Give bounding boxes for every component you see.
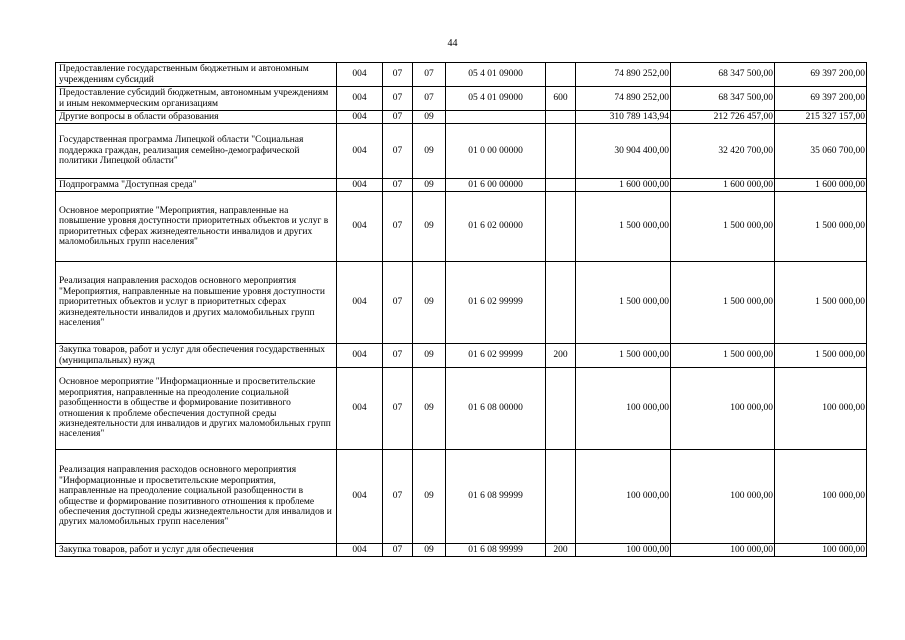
row-expense-type	[546, 124, 576, 179]
row-section: 07	[383, 124, 413, 179]
row-amount-year1: 1 600 000,00	[576, 179, 671, 192]
table-row	[56, 344, 867, 368]
row-amount-year3: 69 397 200,00	[775, 87, 867, 111]
row-amount-year3: 35 060 700,00	[775, 124, 867, 179]
row-amount-year3: 1 500 000,00	[775, 192, 867, 262]
row-amount-year3: 69 397 200,00	[775, 63, 867, 87]
table-row	[56, 544, 867, 557]
page-number: 44	[447, 38, 458, 49]
row-name: Основное мероприятие "Мероприятия, направленные на повышение уровня доступности приоритетных объектов и услуг в приоритетных сферах жизнедеятельности инвалидов и других маломобильных групп населения"	[56, 192, 337, 262]
row-ved: 004	[337, 450, 383, 544]
row-amount-year1: 74 890 252,00	[576, 87, 671, 111]
row-subsection: 09	[413, 344, 446, 368]
row-section: 07	[383, 544, 413, 557]
row-ved: 004	[337, 192, 383, 262]
row-subsection: 09	[413, 111, 446, 124]
row-name: Предоставление государственным бюджетным и автономным учреждениям субсидий	[56, 63, 337, 87]
row-amount-year3: 100 000,00	[775, 544, 867, 557]
row-amount-year2: 212 726 457,00	[671, 111, 775, 124]
table-row	[56, 368, 867, 450]
row-amount-year1: 100 000,00	[576, 368, 671, 450]
row-section: 07	[383, 450, 413, 544]
row-name: Другие вопросы в области образования	[56, 111, 337, 124]
row-amount-year2: 1 600 000,00	[671, 179, 775, 192]
row-section: 07	[383, 111, 413, 124]
row-name: Предоставление субсидий бюджетным, автономным учреждениям и иным некоммерческим организациям	[56, 87, 337, 111]
row-subsection: 09	[413, 179, 446, 192]
row-amount-year1: 100 000,00	[576, 450, 671, 544]
row-amount-year3: 1 600 000,00	[775, 179, 867, 192]
row-amount-year1: 30 904 400,00	[576, 124, 671, 179]
row-target-article: 01 0 00 00000	[446, 124, 546, 179]
row-name: Закупка товаров, работ и услуг для обеспечения государственных (муниципальных) нужд	[56, 344, 337, 368]
row-amount-year1: 100 000,00	[576, 544, 671, 557]
row-amount-year2: 32 420 700,00	[671, 124, 775, 179]
row-expense-type: 200	[546, 544, 576, 557]
row-section: 07	[383, 344, 413, 368]
row-amount-year2: 100 000,00	[671, 368, 775, 450]
row-expense-type: 600	[546, 87, 576, 111]
row-target-article: 01 6 02 99999	[446, 344, 546, 368]
row-expense-type	[546, 450, 576, 544]
row-ved: 004	[337, 544, 383, 557]
row-name: Закупка товаров, работ и услуг для обеспечения	[56, 544, 337, 557]
row-subsection: 07	[413, 87, 446, 111]
row-section: 07	[383, 262, 413, 344]
row-target-article: 05 4 01 09000	[446, 63, 546, 87]
row-expense-type	[546, 262, 576, 344]
row-amount-year1: 1 500 000,00	[576, 192, 671, 262]
row-expense-type	[546, 368, 576, 450]
row-amount-year1: 1 500 000,00	[576, 344, 671, 368]
row-expense-type	[546, 63, 576, 87]
row-name: Реализация направления расходов основного мероприятия "Информационные и просветительские мероприятия, направленные на преодоление социальной разобщенности в обществе и формирование позитивного отношения к проблеме обеспечения доступной среды жизнедеятельности для инвалидов и других маломобильных групп населения"	[56, 450, 337, 544]
row-ved: 004	[337, 87, 383, 111]
row-section: 07	[383, 87, 413, 111]
row-target-article: 05 4 01 09000	[446, 87, 546, 111]
row-amount-year2: 1 500 000,00	[671, 192, 775, 262]
row-target-article: 01 6 08 99999	[446, 450, 546, 544]
row-ved: 004	[337, 179, 383, 192]
row-subsection: 09	[413, 124, 446, 179]
row-target-article: 01 6 02 99999	[446, 262, 546, 344]
row-section: 07	[383, 368, 413, 450]
row-target-article: 01 6 08 00000	[446, 368, 546, 450]
row-name: Основное мероприятие "Информационные и просветительские мероприятия, направленные на преодоление социальной разобщенности в обществе и формирование позитивного отношения к проблеме обеспечения доступной среды жизнедеятельности для инвалидов и других маломобильных групп населения"	[56, 368, 337, 450]
table-row	[56, 179, 867, 192]
row-section: 07	[383, 63, 413, 87]
row-ved: 004	[337, 344, 383, 368]
row-name: Реализация направления расходов основного мероприятия "Мероприятия, направленные на повышение уровня доступности приоритетных объектов и услуг в приоритетных сферах жизнедеятельности инвалидов и других маломобильных групп населения"	[56, 262, 337, 344]
table-row	[56, 192, 867, 262]
row-section: 07	[383, 192, 413, 262]
row-amount-year3: 100 000,00	[775, 450, 867, 544]
row-amount-year3: 1 500 000,00	[775, 344, 867, 368]
table-row	[56, 63, 867, 87]
row-target-article: 01 6 00 00000	[446, 179, 546, 192]
budget-table	[55, 62, 867, 557]
row-amount-year1: 74 890 252,00	[576, 63, 671, 87]
row-expense-type	[546, 111, 576, 124]
table-row	[56, 450, 867, 544]
row-ved: 004	[337, 368, 383, 450]
row-subsection: 09	[413, 450, 446, 544]
row-ved: 004	[337, 262, 383, 344]
table-row	[56, 111, 867, 124]
row-amount-year2: 68 347 500,00	[671, 63, 775, 87]
row-amount-year3: 100 000,00	[775, 368, 867, 450]
row-expense-type	[546, 192, 576, 262]
row-section: 07	[383, 179, 413, 192]
row-ved: 004	[337, 111, 383, 124]
row-expense-type: 200	[546, 344, 576, 368]
table-row	[56, 87, 867, 111]
row-ved: 004	[337, 124, 383, 179]
row-amount-year2: 1 500 000,00	[671, 262, 775, 344]
row-subsection: 09	[413, 262, 446, 344]
row-subsection: 09	[413, 192, 446, 262]
row-amount-year1: 310 789 143,94	[576, 111, 671, 124]
row-subsection: 09	[413, 368, 446, 450]
row-subsection: 09	[413, 544, 446, 557]
table-row	[56, 124, 867, 179]
row-ved: 004	[337, 63, 383, 87]
row-amount-year3: 215 327 157,00	[775, 111, 867, 124]
row-amount-year2: 100 000,00	[671, 544, 775, 557]
row-amount-year1: 1 500 000,00	[576, 262, 671, 344]
row-name: Государственная программа Липецкой области "Социальная поддержка граждан, реализация семейно-демографической политики Липецкой области"	[56, 124, 337, 179]
row-target-article: 01 6 02 00000	[446, 192, 546, 262]
row-target-article: 01 6 08 99999	[446, 544, 546, 557]
row-amount-year2: 100 000,00	[671, 450, 775, 544]
row-amount-year2: 68 347 500,00	[671, 87, 775, 111]
row-amount-year2: 1 500 000,00	[671, 344, 775, 368]
table-row	[56, 262, 867, 344]
row-target-article	[446, 111, 546, 124]
row-amount-year3: 1 500 000,00	[775, 262, 867, 344]
row-name: Подпрограмма "Доступная среда"	[56, 179, 337, 192]
row-subsection: 07	[413, 63, 446, 87]
row-expense-type	[546, 179, 576, 192]
